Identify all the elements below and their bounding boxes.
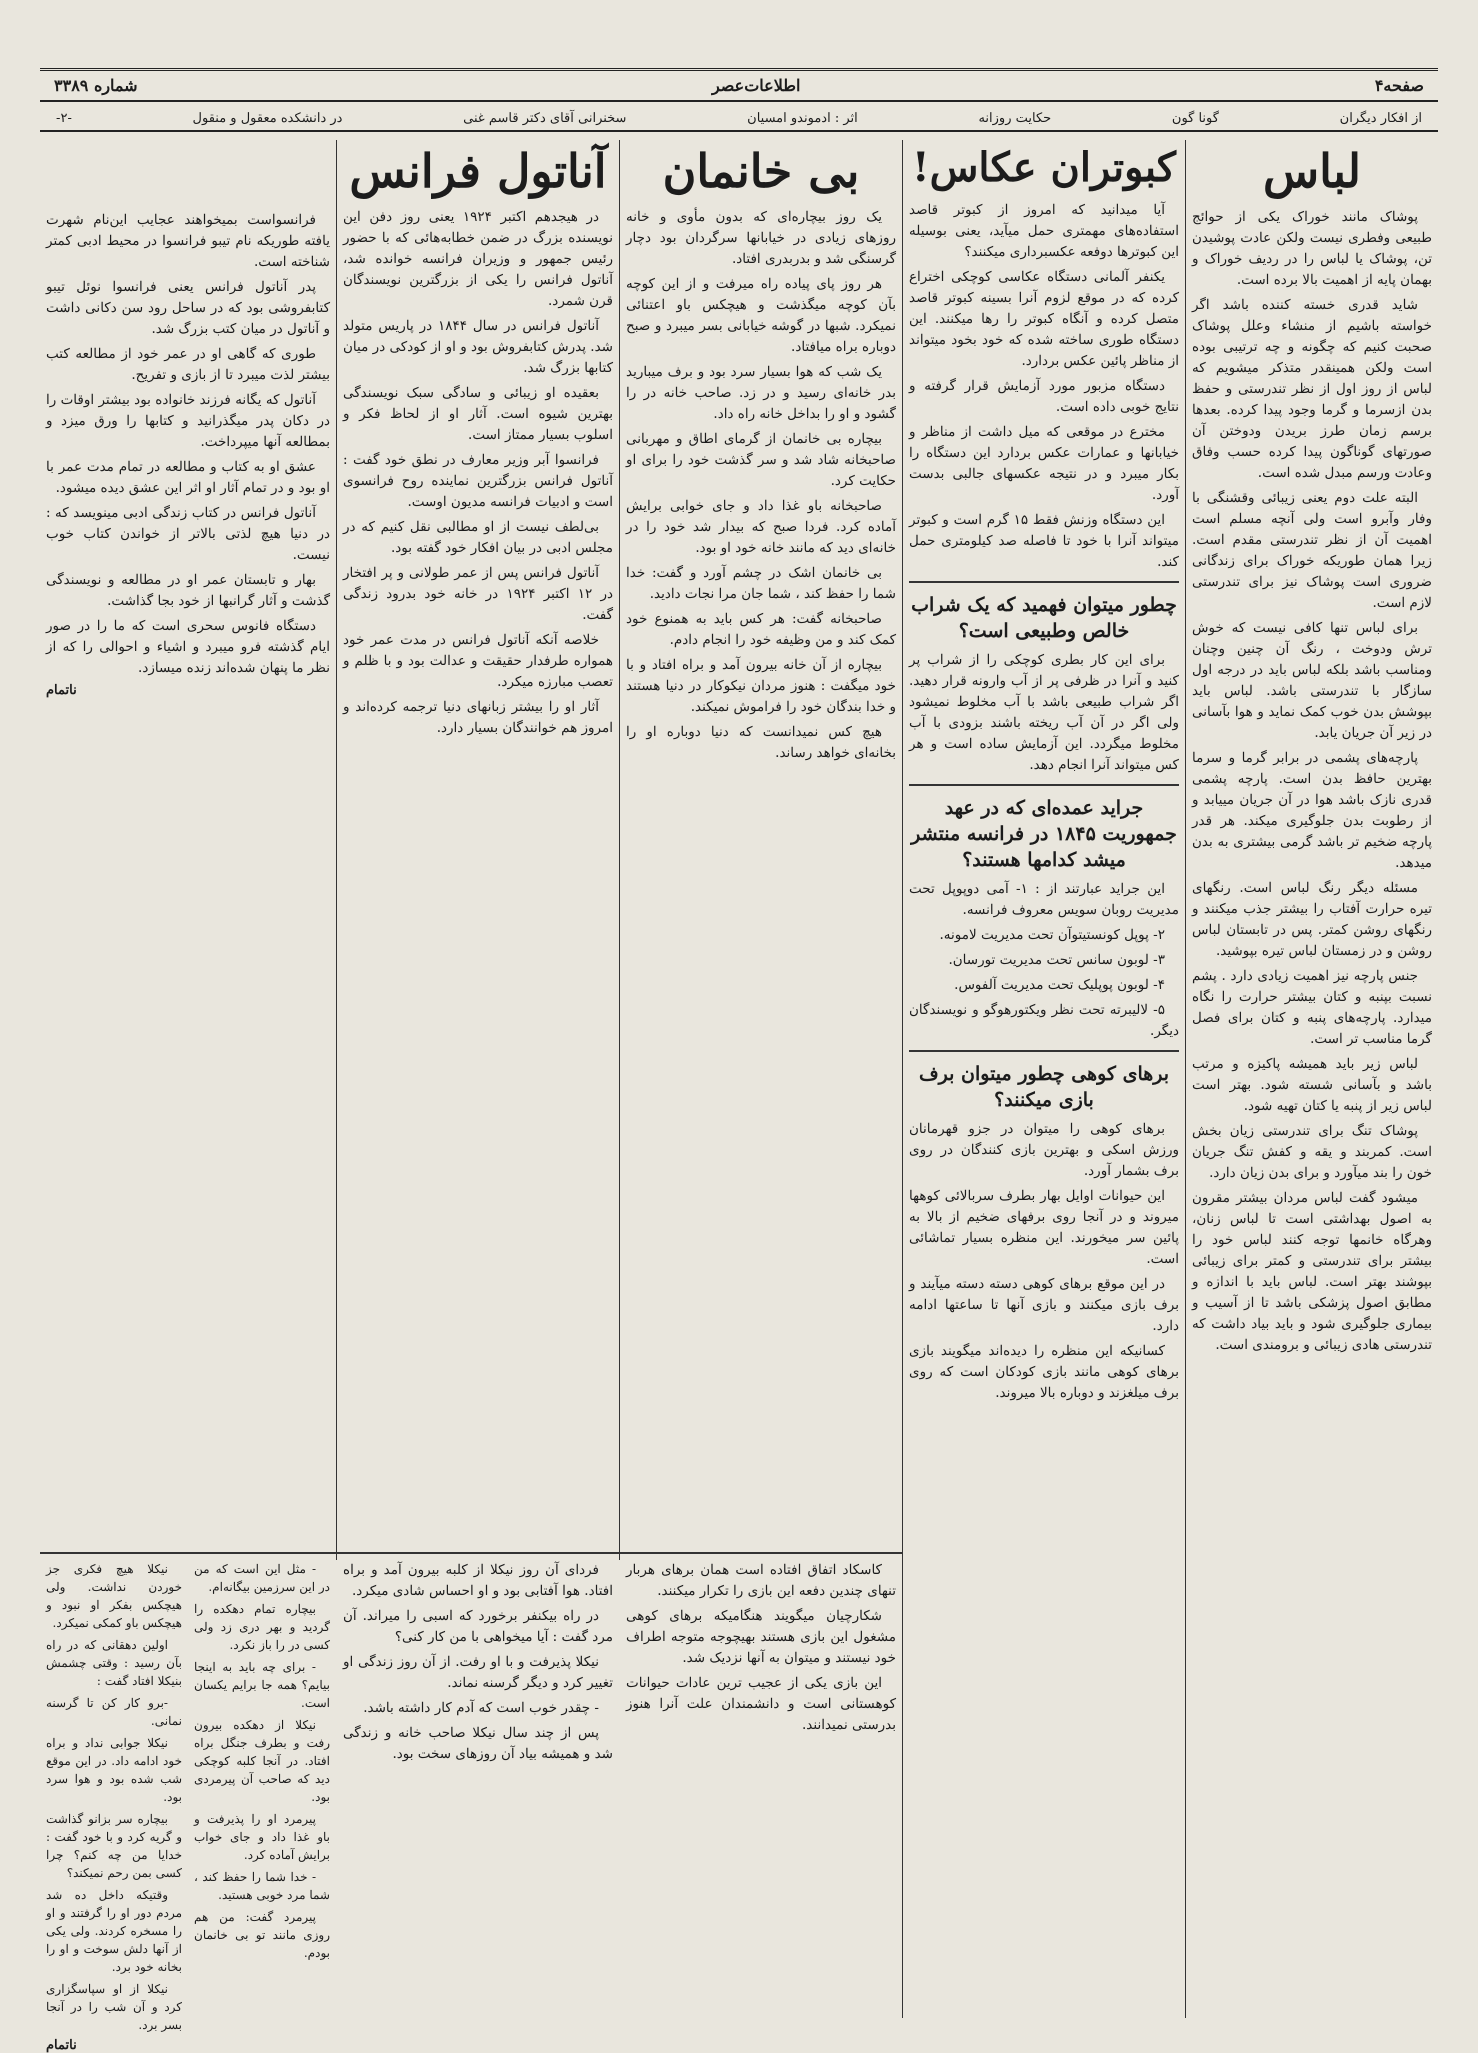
paragraph: هر روز پای پیاده راه میرفت و از این کوچه بآن کوچه میگذشت و هیچکس باو اعتنائی نمیکرد. شبها در گوشه خیابانی بسر میبرد و صبح دوباره براه میافتاد. [626, 275, 896, 355]
article-libas [1186, 140, 1438, 2018]
paragraph: شکارچیان میگویند هنگامیکه برهای کوهی مشغول این بازی هستند بهیچوجه متوجه اطراف خود نیستند و میتوان به آنها نزدیک شد. [626, 1608, 896, 1666]
article-pigeons [903, 140, 1185, 2018]
paragraph: ۳- لوبون سانس تحت مدیریت تورسان. [948, 952, 1165, 969]
paragraph: بیچاره از آن خانه بیرون آمد و براه افتاد و با خود میگفت : هنوز مردان نیکوکار در دنیا هستند و خدا بندگان خود را فراموش نمیکند. [626, 656, 896, 715]
paragraph: وقتیکه داخل ده شد مردم دور او را گرفتند و او را مسخره کردند. ولی یکی از آنها دلش سوخت و او را بخانه خود برد. [46, 1888, 182, 1974]
divider [909, 581, 1179, 583]
paragraph: فرانسوا آبر وزیر معارف در نطق خود گفت : آناتول فرانس بزرگترین نماینده روح فرانسوی است و ادبیات فرانسه مدیون اوست. [343, 451, 613, 510]
paragraph: آناتول فرانس پس از عمر طولانی و پر افتخار در ۱۲ اکتبر ۱۹۲۴ در خانه خود بدرود زندگی گفت. [343, 564, 613, 623]
paragraph: خلاصه آنکه آناتول فرانس در مدت عمر خود همواره طرفدار حقیقت و عدالت بود و با ظلم و تعصب مبارزه میکرد. [343, 631, 613, 690]
paragraph: صاحبخانه گفت: هر کس باید به همنوع خود کمک کند و من وظیفه خود را انجام دادم. [626, 610, 896, 648]
paragraph: بیچاره تمام دهکده را گردید و بهر دری زد ولی کسی در را باز نکرد. [194, 1602, 330, 1652]
paragraph: عشق او به کتاب و مطالعه در تمام مدت عمر با او بود و در تمام آثار او اثر این عشق دیده میشود. [46, 459, 330, 496]
section-number: -۲- [56, 110, 72, 126]
paragraph: بیچاره بی خانمان از گرمای اطاق و مهربانی صاحبخانه شاد شد و سر گذشت خود را برای او حکایت کرد. [626, 430, 896, 489]
paragraph: این جراید عبارتند از : ۱- آمی دوپوپل تحت مدیریت روبان سویس معروف فرانسه. [909, 881, 1179, 919]
subheading: برهای کوهی چطور میتوان برف بازی میکنند؟ [918, 1063, 1170, 1111]
paragraph: مخترع در موقعی که میل داشت از مناظر و خیابانها و عمارات عکس بردارد این دستگاه را بکار میبرد و در نتیجه عکسهای جالبی بدست آورد. [909, 424, 1179, 503]
issue-number: شماره ۳۳۸۹ [54, 76, 138, 95]
paragraph: آناتول که یگانه فرزند خانواده بود بیشتر اوقات را در دکان پدر میگذرانید و کتابها را ورق میزد و بمطالعه آنها میپرداخت. [46, 392, 330, 450]
paragraph: بیچاره سر بزانو گذاشت و گریه کرد و با خود گفت : خدایا من چه کنم؟ چرا کسی بمن رحم نمیکند؟ [46, 1812, 182, 1880]
subheading: چطور میتوان فهمید که یک شراب خالص وطبیعی است؟ [911, 594, 1177, 642]
article-anatole-france-cont [40, 140, 336, 1550]
paragraph: در این موقع برهای کوهی دسته دسته میآیند و برف بازی میکنند و بازی آنها تا ساعتها ادامه دارد. [909, 1276, 1179, 1335]
section-venue: در دانشکده معقول و منقول [192, 110, 343, 126]
paragraph: بی‌لطف نیست از او مطالبی نقل کنیم که در مجلس ادبی در بیان افکار خود گفته بود. [343, 518, 613, 556]
paragraph: این بازی یکی از عجیب ترین عادات حیوانات کوهستانی است و دانشمندان علت آنرا هنوز بدرستی نمیدانند. [626, 1675, 896, 1733]
paragraph: جنس پارچه نیز اهمیت زیادی دارد . پشم نسبت بپنبه و کتان بیشتر حرارت را نگاه میدارد. پارچه‌های پنبه و کتان برای فصل گرما مناسب تر است. [1192, 967, 1432, 1047]
paragraph: -برو کار کن تا گرسنه نمانی. [46, 1696, 182, 1728]
paragraph: شاید قدری خسته کننده باشد اگر خواسته باشیم از منشاء وعلل پوشاک صحبت کنیم که چگونه و چه ترتیبی بوده است ولکن همینقدر متذکر میشویم که لباس از روز اول از نظر تندرستی و حفظ بدن ازسرما و گرما وجود پیدا کرده. بعدها برسم زمان طرز بریدن ودوختن آن صورتهای گوناگون پیدا کرده حسب وفاق وعادت ورسم مبدل شده است. [1192, 296, 1432, 481]
paragraph: - خدا شما را حفظ کند ، شما مرد خوبی هستید. [194, 1870, 330, 1902]
paragraph: دستگاه فانوس سحری است که ما را در صور ایام گذشته فرو میبرد و اشیاء و احوالی را که از نظر ما پنهان شده‌اند زنده میسازد. [46, 618, 330, 676]
paragraph: دستگاه مزبور مورد آزمایش قرار گرفته و نتایج خوبی داده است. [909, 378, 1179, 415]
paragraph: فردای آن روز نیکلا از کلبه بیرون آمد و براه افتاد. هوا آفتابی بود و او احساس شادی میکرد. [343, 1562, 613, 1599]
paragraph: پوشاک مانند خوراک یکی از حوائج طبیعی وفطری نیست ولکن عادت پوشیدن تن، پوشاک یا لباس را در ردیف خوراک و بهمان پایه از اهمیت بالا برده است. [1192, 208, 1432, 288]
paragraph: فرانسواست بمیخواهند عجایب این‌نام شهرت یافته طوریکه نام تیبو فرانسوا در محیط ادبی کمتر شناخته است. [46, 212, 330, 270]
paragraph: اولین دهقانی که در راه بآن رسید : وقتی چشمش بنیکلا افتاد گفت : [46, 1638, 182, 1688]
paragraph: لباس زیر باید همیشه پاکیزه و مرتب باشد و بآسانی شسته شود. بهتر است لباس زیر از پنبه یا کتان تهیه شود. [1192, 1055, 1432, 1114]
paragraph: پس از چند سال نیکلا صاحب خانه و زندگی شد و همیشه بیاد آن روزهای سخت بود. [343, 1725, 613, 1762]
paragraph: میشود گفت لباس مردان بیشتر مقرون به اصول بهداشتی است تا لباس زنان، وهرگاه خانمها توجه کنند لباس خود را بیشتر برای تندرستی و کمتر برای زیبائی بپوشند بهتر است. لباس باید با اندازه و مطابق اصول پزشکی باشد تا از آسیب و بیماری جلوگیری شود و باید بیاد داشت که تندرستی هادی زیبائی و برومندی است. [1192, 1189, 1432, 1353]
continued-note: ناتمام [46, 683, 77, 698]
paragraph: این دستگاه وزنش فقط ۱۵ گرم است و کبوتر میتواند آنرا با خود تا فاصله صد کیلومتری حمل کند. [909, 512, 1179, 570]
divider [909, 784, 1179, 786]
paragraph: برای این کار بطری کوچکی را از شراب پر کنید و آنرا در ظرفی پر از آب وارونه قرار دهید. اگر شراب طبیعی باشد با آب مخلوط نمیشود ولی اگر در آن آب ریخته باشند بزودی با آب مخلوط میگردد. این آزمایش ساده است و هر کس میتواند آنرا انجام دهد. [909, 652, 1179, 774]
paragraph: ۴- لوبون پوپلیک تحت مدیریت آلفوس. [954, 977, 1165, 994]
paragraph: پیرمرد او را پذیرفت و باو غذا داد و جای خواب برایش آماده کرد. [194, 1812, 330, 1862]
section-right: از افکار دیگران [1339, 110, 1422, 126]
page-label: صفحه۴ [1374, 76, 1424, 95]
section-header [40, 106, 1438, 132]
paragraph: یک شب که هوا بسیار سرد بود و برف میبارید بدر خانه‌ای رسید و در زد. صاحب خانه در را گشود و او را بداخل خانه راه داد. [626, 363, 896, 422]
horizontal-rule [40, 1552, 902, 1554]
paragraph: نیکلا از دهکده بیرون رفت و بطرف جنگل براه افتاد. در آنجا کلبه کوچکی دید که صاحب آن پیرمردی بود. [194, 1718, 330, 1804]
subheading: جراید عمده‌ای که در عهد جمهوریت ۱۸۴۵ در فرانسه منتشر میشد کدامها هستند؟ [911, 797, 1177, 871]
section-author: اثر : ادموندو امسیان [747, 110, 858, 126]
masthead [40, 68, 1438, 102]
newspaper-page [40, 68, 1438, 2053]
paragraph: نیکلا هیچ فکری جز خوردن نداشت. ولی هیچکس بفکر او نبود و هیچکس باو کمکی نمیکرد. [46, 1562, 182, 1630]
paragraph: بهار و تابستان عمر او در مطالعه و نویسندگی گذشت و آثار گرانبها از خود بجا گذاشت. [46, 572, 330, 609]
paragraph: مسئله دیگر رنگ لباس است. رنگهای تیره حرارت آفتاب را بیشتر جذب میکنند و رنگهای روشن کمتر. پس در تابستان لباس روشن و در زمستان لباس تیره بپوشید. [1192, 879, 1432, 959]
lower-story-a [40, 1560, 188, 2053]
paragraph: پوشاک تنگ برای تندرستی زیان بخش است. کمربند و یقه و کفش تنگ جریان خون را بند میآورد و برای بدن زیان دارد. [1192, 1122, 1432, 1181]
continued-note: ناتمام [46, 2038, 77, 2053]
article-title: کبوتران عکاس! [912, 144, 1176, 191]
paragraph: برای لباس تنها کافی نیست که خوش ترش ودوخت ، رنگ آن چنین وچنان ومناسب باشد بلکه لباس باید در درجه اول سازگار با تندرستی باشد. لباس باید بپوشش بدن خوب کمک نماید و هوا بآسانی در زیر آن جریان یابد. [1192, 619, 1432, 741]
section-lecture: سخنرانی آقای دکتر قاسم غنی [463, 110, 627, 126]
paragraph: پیرمرد گفت: من هم روزی مانند تو بی خانمان بودم. [194, 1910, 330, 1960]
paragraph: - چقدر خوب است که آدم کار داشته باشد. [363, 1700, 599, 1716]
paragraph: - برای چه باید به اینجا بیایم؟ همه جا برایم یکسان است. [194, 1660, 330, 1710]
lower-story-c [337, 1560, 619, 2010]
article-anatole-france [337, 140, 619, 1550]
paragraph: طوری که گاهی او در عمر خود از مطالعه کتب بیشتر لذت میبرد تا از بازی و تفریح. [46, 346, 330, 383]
lower-story-d [620, 1560, 902, 2010]
divider [909, 1050, 1179, 1052]
paragraph: صاحبخانه باو غذا داد و جای خوابی برایش آماده کرد. فردا صبح که بیدار شد خود را در خانه‌ای دید که مانند خانه خود او بود. [626, 497, 896, 556]
lower-story-b [188, 1560, 336, 2010]
paragraph: البته علت دوم یعنی زیبائی وقشنگی با وفار وآبرو است ولی آنچه مسلم است اهمیت آن از نظر تندرستی مقدم است. زیرا همان طوریکه خوراک برای زندگانی ضروری است پوشاک نیز برای تندرستی لازم است. [1192, 489, 1432, 611]
paragraph: کسانیکه این منظره را دیده‌اند میگویند بازی برهای کوهی مانند بازی کودکان است که روی برف میلغزند و دوباره بالا میروند. [909, 1343, 1179, 1402]
section-gunagun: گونا گون [1171, 110, 1219, 126]
paragraph: پدر آناتول فرانس یعنی فرانسوا نوئل تیبو کتابفروشی بود که در ساحل رود سن دکانی داشت و آناتول در میان کتب بزرگ شد. [46, 279, 330, 337]
paragraph: یکنفر آلمانی دستگاه عکاسی کوچکی اختراع کرده که در موقع لزوم آنرا بسینه کبوتر قاصد متصل کرده و آنگاه کبوتر را رها میکنند. این دستگاه طوری ساخته شده که خود بخود میتواند از مناظر پائین عکس بردارد. [909, 269, 1179, 369]
article-title: بی خانمان [662, 144, 860, 198]
paragraph: آیا میدانید که امروز از کبوتر قاصد استفاده‌های مهمتری حمل میآید، یعنی بوسیله این کبوترها دوفعه عکسبرداری میکنند؟ [909, 202, 1179, 260]
paragraph: ۲- پوپل کونستیتوآن تحت مدیریت لامونه. [939, 927, 1165, 944]
paragraph: بعقیده او زیبائی و سادگی سبک نویسندگی بهترین شیوه است. آثار او از لحاظ فکر و اسلوب بسیار ممتاز است. [343, 384, 613, 443]
paragraph: نیکلا جوابی نداد و براه خود ادامه داد. در این موقع شب شده بود و هوا سرد بود. [46, 1736, 182, 1804]
paragraph: این حیوانات اوایل بهار بطرف سربالائی کوهها میروند و در آنجا روی برفهای ضخیم از بالا به پائین سر میخورند. این منظره بسیار تماشائی است. [909, 1188, 1179, 1268]
paragraph: - مثل این است که من در این سرزمین بیگانه‌ام. [194, 1562, 330, 1594]
paragraph: آناتول فرانس در کتاب زندگی ادبی مینویسد که : در دنیا هیچ لذتی بالاتر از خواندن کتاب خوب نیست. [46, 505, 330, 563]
paragraph: برهای کوهی را میتوان در جزو قهرمانان ورزش اسکی و بهترین بازی کنندگان در روی برف بشمار آورد. [909, 1121, 1179, 1180]
section-story: حکایت روزانه [978, 110, 1052, 126]
article-homeless [620, 140, 902, 1550]
paragraph: نیکلا پذیرفت و با او رفت. از آن روز زندگی او تغییر کرد و دیگر گرسنه نماند. [343, 1654, 613, 1691]
paper-name: اطلاعات‌عصر [711, 76, 801, 95]
paragraph: یک روز بیچاره‌ای که بدون مأوی و خانه روزهای زیادی در خیابانها سرگردان بود دچار گرسنگی شد و بدربدری افتاد. [626, 208, 896, 267]
paragraph: کاسکاد اتفاق افتاده است همان برهای هربار تنهای چندین دفعه این بازی را تکرار میکنند. [626, 1562, 896, 1599]
article-title: آناتول فرانس [349, 144, 607, 198]
paragraph: بی خانمان اشک در چشم آورد و گفت: خدا شما را حفظ کند ، شما جان مرا نجات دادید. [626, 564, 896, 602]
paragraph: در هیجدهم اکتبر ۱۹۲۴ یعنی روز دفن این نویسنده بزرگ در ضمن خطابه‌هائی که با حضور رئیس جمهور و وزیران فرانسه خوانده شد، آناتول فرانس را یکی از بزرگترین نویسندگان قرن شمرد. [343, 208, 613, 309]
paragraph: ۵- لالیبرته تحت نظر ویکتورهوگو و نویسندگان دیگر. [909, 1002, 1179, 1040]
paragraph: نیکلا از او سپاسگزاری کرد و آن شب را در آنجا بسر برد. [46, 1982, 182, 2032]
paragraph: در راه بیکنفر برخورد که اسبی را میراند. آن مرد گفت : آیا میخواهی با من کار کنی؟ [343, 1608, 613, 1645]
paragraph: آثار او را بیشتر زبانهای دنیا ترجمه کرده‌اند و امروز هم خوانندگان بسیار دارد. [343, 698, 613, 736]
paragraph: آناتول فرانس در سال ۱۸۴۴ در پاریس متولد شد. پدرش کتابفروش بود و او از کودکی در میان کتابها بزرگ شد. [343, 317, 613, 376]
article-title: لباس [1262, 144, 1362, 198]
paragraph: هیچ کس نمیدانست که دنیا دوباره او را بخانه‌ای خواهد رساند. [626, 723, 896, 761]
paragraph: پارچه‌های پشمی در برابر گرما و سرما بهترین حافظ بدن است. پارچه پشمی قدری نازک باشد هوا در آن جریان مییابد و از رطوبت بدن جلوگیری میکند. هر قدر پارچه ضخیم تر باشد گرمی بیشتری به بدن میدهد. [1192, 749, 1432, 871]
